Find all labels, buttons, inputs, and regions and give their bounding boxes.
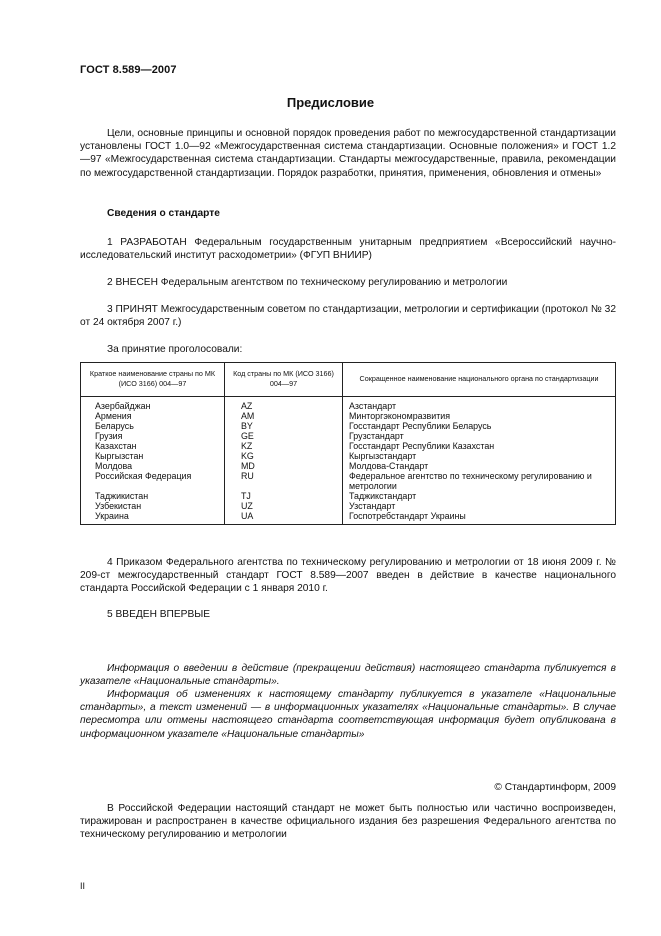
code-cell: RU <box>225 471 343 491</box>
body-cell: Кыргызстандарт <box>349 451 417 461</box>
section-heading: Сведения о стандарте <box>107 208 220 219</box>
table-row <box>81 441 616 451</box>
country-cell: Кыргызстан <box>81 451 225 461</box>
body-cell: Федеральное агентство по техническому регулированию и метрологии <box>349 471 592 491</box>
table-row <box>81 397 616 412</box>
country-cell: Российская Федерация <box>81 471 225 491</box>
code-cell: MD <box>225 461 343 471</box>
page-title: Предисловие <box>286 95 375 110</box>
code-cell: GE <box>225 431 343 441</box>
country-cell: Узбекистан <box>81 501 225 511</box>
table-row <box>81 471 616 491</box>
code-cell: AZ <box>225 397 343 412</box>
item-introduced: 2 ВНЕСЕН Федеральным агентством по техническому регулированию и метрологии <box>107 277 508 288</box>
notice-paragraph-2: Информация об изменениях к настоящему стандарту публикуется в указателе «Национальные стандарты», а текст изменений — в информационных указателях «Национальные стандарты». В случае пересмотра или отмены настоящего стандарта соответствующая информация будет опубликована в информационном указателе «Национальные стандарты» <box>80 689 616 740</box>
page-number: II <box>80 881 86 891</box>
code-cell: UZ <box>225 501 343 511</box>
country-cell: Украина <box>81 511 225 525</box>
table-row <box>81 511 616 525</box>
code-cell: AM <box>225 411 343 421</box>
voted-label: За принятие проголосовали: <box>107 344 243 355</box>
table-row <box>81 451 616 461</box>
item-adopted: 3 ПРИНЯТ Межгосударственным советом по стандартизации, метрологии и сертификации (протокол № 32 от 24 октября 2007 г.) <box>80 304 616 329</box>
col-header-country: Краткое наименование страны по МК (ИСО 3166) 004—97 <box>81 363 225 397</box>
body-cell: Молдова-Стандарт <box>349 461 429 471</box>
table-row <box>81 421 616 431</box>
country-cell: Армения <box>81 411 225 421</box>
col-header-code: Код страны по МК (ИСО 3166) 004—97 <box>225 363 343 397</box>
code-cell: UA <box>225 511 343 525</box>
notice-paragraph-1: Информация о введении в действие (прекращении действия) настоящего стандарта публикуется в указателе «Национальные стандарты». <box>80 663 616 688</box>
country-cell: Беларусь <box>81 421 225 431</box>
col-header-body: Сокращенное наименование национального органа по стандартизации <box>343 363 616 397</box>
item-first-time: 5 ВВЕДЕН ВПЕРВЫЕ <box>107 609 211 620</box>
table-row <box>81 411 616 421</box>
item-order: 4 Приказом Федерального агентства по техническому регулированию и метрологии от 18 июня 2009 г. № 209-ст межгосударственный стандарт ГОСТ 8.589—2007 введен в действие в качестве национального стандарта Российской Федерации с 1 января 2010 г. <box>80 557 616 595</box>
code-cell: KZ <box>225 441 343 451</box>
country-cell: Грузия <box>81 431 225 441</box>
code-cell: KG <box>225 451 343 461</box>
copyright: © Стандартинформ, 2009 <box>494 782 616 793</box>
body-cell: Госстандарт Республики Беларусь <box>349 421 492 431</box>
standard-id: ГОСТ 8.589—2007 <box>80 64 177 76</box>
country-cell: Азербайджан <box>81 397 225 412</box>
body-cell: Госстандарт Республики Казахстан <box>349 441 495 451</box>
body-cell: Минторгэкономразвития <box>349 411 451 421</box>
voting-table <box>80 362 616 525</box>
intro-paragraph: Цели, основные принципы и основной порядок проведения работ по межгосударственной стандартизации установлены ГОСТ 1.0—92 «Межгосударственная система стандартизации. Основные положения» и ГОСТ 1.2—97 «Межгосударственная система стандартизации. Стандарты межгосударственные, правила, рекомендации по межгосударственной стандартизации. Порядок разработки, принятия, применения, обновления и отмены» <box>80 128 616 179</box>
country-cell: Таджикистан <box>81 491 225 501</box>
country-cell: Молдова <box>81 461 225 471</box>
body-cell: Узстандарт <box>349 501 396 511</box>
body-cell: Грузстандарт <box>349 431 404 441</box>
body-cell: Таджикстандарт <box>349 491 417 501</box>
legal-paragraph: В Российской Федерации настоящий стандарт не может быть полностью или частично воспроизведен, тиражирован и распространен в качестве официального издания без разрешения Федерального агентства по техническому регулированию и метрологии <box>80 803 616 841</box>
country-cell: Казахстан <box>81 441 225 451</box>
table-row <box>81 431 616 441</box>
body-cell: Азстандарт <box>349 401 397 411</box>
code-cell: BY <box>225 421 343 431</box>
item-developed: 1 РАЗРАБОТАН Федеральным государственным унитарным предприятием «Всероссийский научно-исследовательский институт расходометрии» (ФГУП ВНИИР) <box>80 237 616 262</box>
code-cell: TJ <box>225 491 343 501</box>
table-row <box>81 501 616 511</box>
table-row <box>81 461 616 471</box>
table-row <box>81 491 616 501</box>
body-cell: Госпотребстандарт Украины <box>349 511 466 521</box>
